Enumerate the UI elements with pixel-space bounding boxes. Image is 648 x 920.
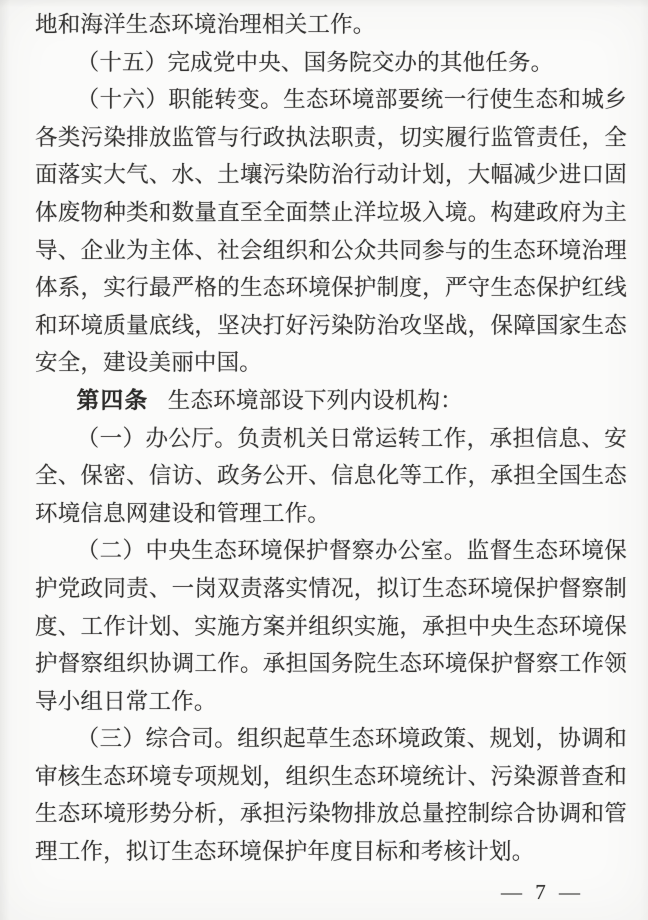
paragraph (35, 382, 627, 420)
paragraph (35, 81, 627, 382)
page-number: — 7 — (501, 880, 584, 904)
paragraph-text: （十六）职能转变。生态环境部要统一行使生态和城乡各类污染排放监管与行政执法职责，切实履行监管责任，全面落实大气、水、土壤污染防治行动计划，大幅减少进口固体废物种类和数量直至全面禁止洋垃圾入境。构建政府为主导、企业为主体、社会组织和公众共同参与的生态环境治理体系，实行最严格的生态环境保护制度，严守生态保护红线和环境质量底线，坚决打好污染防治攻坚战，保障国家生态安全，建设美丽中国。 (35, 87, 627, 376)
paragraph-text: （三）综合司。组织起草生态环境政策、规划，协调和审核生态环境专项规划，组织生态环境统计、污染源普查和生态环境形势分析，承担污染物排放总量控制综合协调和管理工作，拟订生态环境保护年度目标和考核计划。 (35, 726, 627, 865)
paragraph-text: 生态环境部设下列内设机构： (167, 387, 463, 413)
paragraph-text: （一）办公厅。负责机关日常运转工作，承担信息、安全、保密、信访、政务公开、信息化等工作，承担全国生态环境信息网建设和管理工作。 (35, 425, 627, 526)
paragraph-text: （十五）完成党中央、国务院交办的其他任务。 (76, 49, 554, 75)
document-body (35, 6, 627, 871)
paragraph (35, 420, 627, 533)
paragraph (35, 532, 627, 720)
article-number-heading: 第四条 (76, 387, 149, 413)
paragraph (35, 44, 627, 82)
paragraph-text: 地和海洋生态环境治理相关工作。 (35, 12, 376, 37)
paragraph (35, 720, 627, 870)
paragraph-text: （二）中央生态环境保护督察办公室。监督生态环境保护党政同责、一岗双责落实情况，拟订生态环境保护督察制度、工作计划、实施方案并组织实施，承担中央生态环境保护督察组织协调工作。承担国务院生态环境保护督察工作领导小组日常工作。 (35, 538, 627, 714)
paragraph (35, 6, 627, 44)
